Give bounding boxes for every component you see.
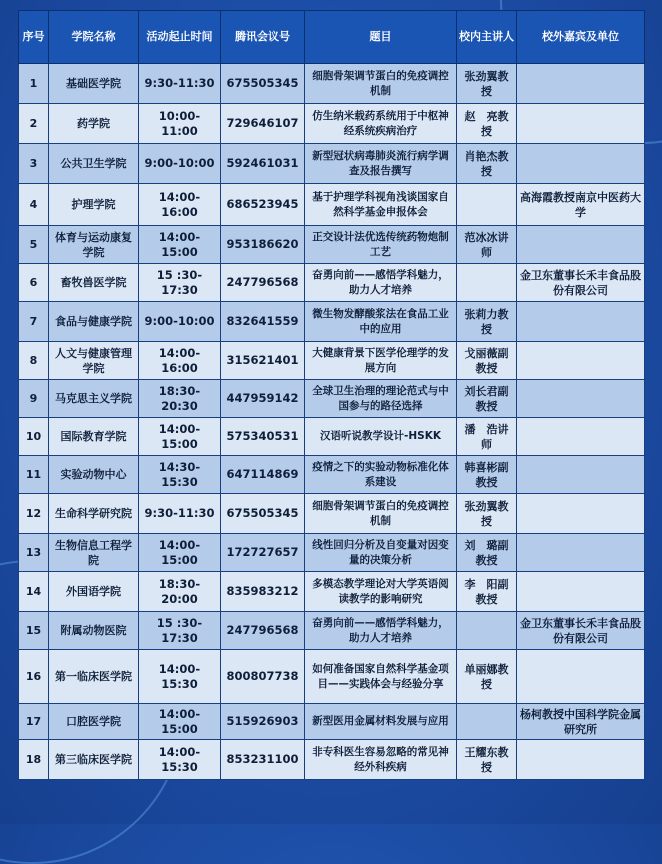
cell-guest	[517, 740, 645, 780]
cell-no: 11	[19, 456, 49, 494]
header-time: 活动起止时间	[139, 11, 221, 64]
cell-college: 体育与运动康复学院	[49, 226, 139, 264]
table-row	[19, 342, 645, 380]
cell-guest	[517, 534, 645, 572]
cell-topic: 线性回归分析及自变量对因变量的决策分析	[305, 534, 457, 572]
table-row	[19, 612, 645, 650]
cell-time: 14:00-15:30	[139, 650, 221, 704]
cell-college: 实验动物中心	[49, 456, 139, 494]
cell-guest	[517, 418, 645, 456]
cell-guest: 金卫东董事长禾丰食品股份有限公司	[517, 612, 645, 650]
cell-topic: 奋勇向前——感悟学科魅力，助力人才培养	[305, 264, 457, 302]
cell-guest	[517, 226, 645, 264]
cell-time: 14:00-15:00	[139, 418, 221, 456]
cell-guest	[517, 104, 645, 144]
cell-topic: 全球卫生治理的理论范式与中国参与的路径选择	[305, 380, 457, 418]
cell-topic: 奋勇向前——感悟学科魅力，助力人才培养	[305, 612, 457, 650]
cell-topic: 仿生纳米载药系统用于中枢神经系统疾病治疗	[305, 104, 457, 144]
cell-guest	[517, 380, 645, 418]
cell-guest	[517, 650, 645, 704]
cell-meeting-id: 447959142	[221, 380, 305, 418]
cell-speaker: 赵 亮教授	[457, 104, 517, 144]
cell-no: 1	[19, 64, 49, 104]
header-college: 学院名称	[49, 11, 139, 64]
cell-time: 14:30-15:30	[139, 456, 221, 494]
cell-time: 9:00-10:00	[139, 302, 221, 342]
cell-meeting-id: 315621401	[221, 342, 305, 380]
cell-college: 药学院	[49, 104, 139, 144]
cell-guest: 金卫东董事长禾丰食品股份有限公司	[517, 264, 645, 302]
cell-guest: 杨柯教授中国科学院金属研究所	[517, 704, 645, 740]
table-row	[19, 740, 645, 780]
table-row	[19, 704, 645, 740]
cell-guest	[517, 456, 645, 494]
cell-no: 6	[19, 264, 49, 302]
cell-topic: 多模态教学理论对大学英语阅读教学的影响研究	[305, 572, 457, 612]
cell-time: 9:30-11:30	[139, 64, 221, 104]
table-row	[19, 226, 645, 264]
cell-speaker: 王耀东教授	[457, 740, 517, 780]
cell-time: 14:00-16:00	[139, 342, 221, 380]
cell-speaker: 张莉力教授	[457, 302, 517, 342]
cell-college: 附属动物医院	[49, 612, 139, 650]
cell-speaker: 潘 浩讲师	[457, 418, 517, 456]
cell-no: 14	[19, 572, 49, 612]
cell-no: 8	[19, 342, 49, 380]
header-topic: 题目	[305, 11, 457, 64]
cell-meeting-id: 729646107	[221, 104, 305, 144]
cell-speaker	[457, 264, 517, 302]
cell-no: 4	[19, 184, 49, 226]
cell-time: 10:00-11:00	[139, 104, 221, 144]
table-row	[19, 534, 645, 572]
cell-time: 15 :30-17:30	[139, 264, 221, 302]
cell-meeting-id: 515926903	[221, 704, 305, 740]
cell-time: 14:00-15:30	[139, 740, 221, 780]
header-guest: 校外嘉宾及单位	[517, 11, 645, 64]
table-row	[19, 184, 645, 226]
cell-speaker	[457, 704, 517, 740]
schedule-table	[18, 10, 645, 780]
cell-topic: 新型医用金属材料发展与应用	[305, 704, 457, 740]
cell-college: 马克思主义学院	[49, 380, 139, 418]
cell-meeting-id: 835983212	[221, 572, 305, 612]
cell-no: 13	[19, 534, 49, 572]
cell-speaker	[457, 184, 517, 226]
cell-time: 15 :30-17:30	[139, 612, 221, 650]
cell-topic: 微生物发酵酸浆法在食品工业中的应用	[305, 302, 457, 342]
cell-meeting-id: 247796568	[221, 612, 305, 650]
cell-guest	[517, 64, 645, 104]
cell-topic: 如何准备国家自然科学基金项目——实践体会与经验分享	[305, 650, 457, 704]
cell-meeting-id: 832641559	[221, 302, 305, 342]
cell-topic: 基于护理学科视角浅谈国家自然科学基金申报体会	[305, 184, 457, 226]
cell-guest	[517, 572, 645, 612]
schedule-table-frame	[18, 10, 644, 780]
cell-no: 17	[19, 704, 49, 740]
cell-no: 18	[19, 740, 49, 780]
cell-meeting-id: 592461031	[221, 144, 305, 184]
cell-time: 18:30-20:30	[139, 380, 221, 418]
cell-topic: 大健康背景下医学伦理学的发展方向	[305, 342, 457, 380]
cell-college: 口腔医学院	[49, 704, 139, 740]
cell-college: 第一临床医学院	[49, 650, 139, 704]
cell-college: 生物信息工程学院	[49, 534, 139, 572]
cell-guest: 高海霞教授南京中医药大学	[517, 184, 645, 226]
cell-meeting-id: 686523945	[221, 184, 305, 226]
cell-time: 9:00-10:00	[139, 144, 221, 184]
header-speaker: 校内主讲人	[457, 11, 517, 64]
table-row	[19, 302, 645, 342]
header-meeting-id: 腾讯会议号	[221, 11, 305, 64]
cell-college: 公共卫生学院	[49, 144, 139, 184]
cell-college: 食品与健康学院	[49, 302, 139, 342]
cell-topic: 细胞骨架调节蛋白的免疫调控机制	[305, 64, 457, 104]
cell-meeting-id: 800807738	[221, 650, 305, 704]
cell-college: 护理学院	[49, 184, 139, 226]
table-row	[19, 264, 645, 302]
cell-time: 14:00-15:00	[139, 704, 221, 740]
cell-meeting-id: 853231100	[221, 740, 305, 780]
table-row	[19, 572, 645, 612]
cell-no: 16	[19, 650, 49, 704]
cell-meeting-id: 953186620	[221, 226, 305, 264]
cell-no: 2	[19, 104, 49, 144]
cell-meeting-id: 675505345	[221, 64, 305, 104]
cell-meeting-id: 647114869	[221, 456, 305, 494]
cell-speaker: 张劲翼教授	[457, 494, 517, 534]
cell-college: 国际教育学院	[49, 418, 139, 456]
cell-speaker: 李 阳副教授	[457, 572, 517, 612]
cell-college: 外国语学院	[49, 572, 139, 612]
cell-no: 3	[19, 144, 49, 184]
cell-guest	[517, 494, 645, 534]
cell-speaker: 刘长君副教授	[457, 380, 517, 418]
table-row	[19, 144, 645, 184]
cell-speaker	[457, 612, 517, 650]
cell-time: 18:30-20:00	[139, 572, 221, 612]
cell-topic: 正交设计法优选传统药物炮制工艺	[305, 226, 457, 264]
cell-topic: 细胞骨架调节蛋白的免疫调控机制	[305, 494, 457, 534]
cell-no: 10	[19, 418, 49, 456]
cell-speaker: 范冰冰讲师	[457, 226, 517, 264]
cell-speaker: 张劲翼教授	[457, 64, 517, 104]
cell-speaker: 肖艳杰教授	[457, 144, 517, 184]
table-row	[19, 650, 645, 704]
cell-time: 14:00-16:00	[139, 184, 221, 226]
cell-meeting-id: 172727657	[221, 534, 305, 572]
cell-topic: 疫情之下的实验动物标准化体系建设	[305, 456, 457, 494]
cell-meeting-id: 247796568	[221, 264, 305, 302]
cell-topic: 新型冠状病毒肺炎流行病学调查及报告撰写	[305, 144, 457, 184]
cell-no: 15	[19, 612, 49, 650]
cell-speaker: 韩喜彬副教授	[457, 456, 517, 494]
cell-time: 9:30-11:30	[139, 494, 221, 534]
cell-meeting-id: 575340531	[221, 418, 305, 456]
cell-college: 人文与健康管理学院	[49, 342, 139, 380]
cell-college: 畜牧兽医学院	[49, 264, 139, 302]
header-no: 序号	[19, 11, 49, 64]
table-header-row	[19, 11, 645, 64]
cell-no: 12	[19, 494, 49, 534]
table-row	[19, 380, 645, 418]
cell-meeting-id: 675505345	[221, 494, 305, 534]
table-body	[19, 64, 645, 780]
cell-time: 14:00-15:00	[139, 226, 221, 264]
cell-topic: 汉语听说教学设计-HSKK	[305, 418, 457, 456]
cell-guest	[517, 144, 645, 184]
cell-college: 生命科学研究院	[49, 494, 139, 534]
cell-speaker: 戈丽薇副教授	[457, 342, 517, 380]
cell-no: 9	[19, 380, 49, 418]
cell-topic: 非专科医生容易忽略的常见神经外科疾病	[305, 740, 457, 780]
table-row	[19, 418, 645, 456]
cell-no: 5	[19, 226, 49, 264]
table-row	[19, 456, 645, 494]
table-row	[19, 104, 645, 144]
cell-speaker: 刘 璐副教授	[457, 534, 517, 572]
table-row	[19, 64, 645, 104]
cell-guest	[517, 342, 645, 380]
cell-speaker: 单丽娜教授	[457, 650, 517, 704]
cell-time: 14:00-15:00	[139, 534, 221, 572]
cell-no: 7	[19, 302, 49, 342]
cell-college: 基础医学院	[49, 64, 139, 104]
cell-guest	[517, 302, 645, 342]
table-row	[19, 494, 645, 534]
cell-college: 第三临床医学院	[49, 740, 139, 780]
